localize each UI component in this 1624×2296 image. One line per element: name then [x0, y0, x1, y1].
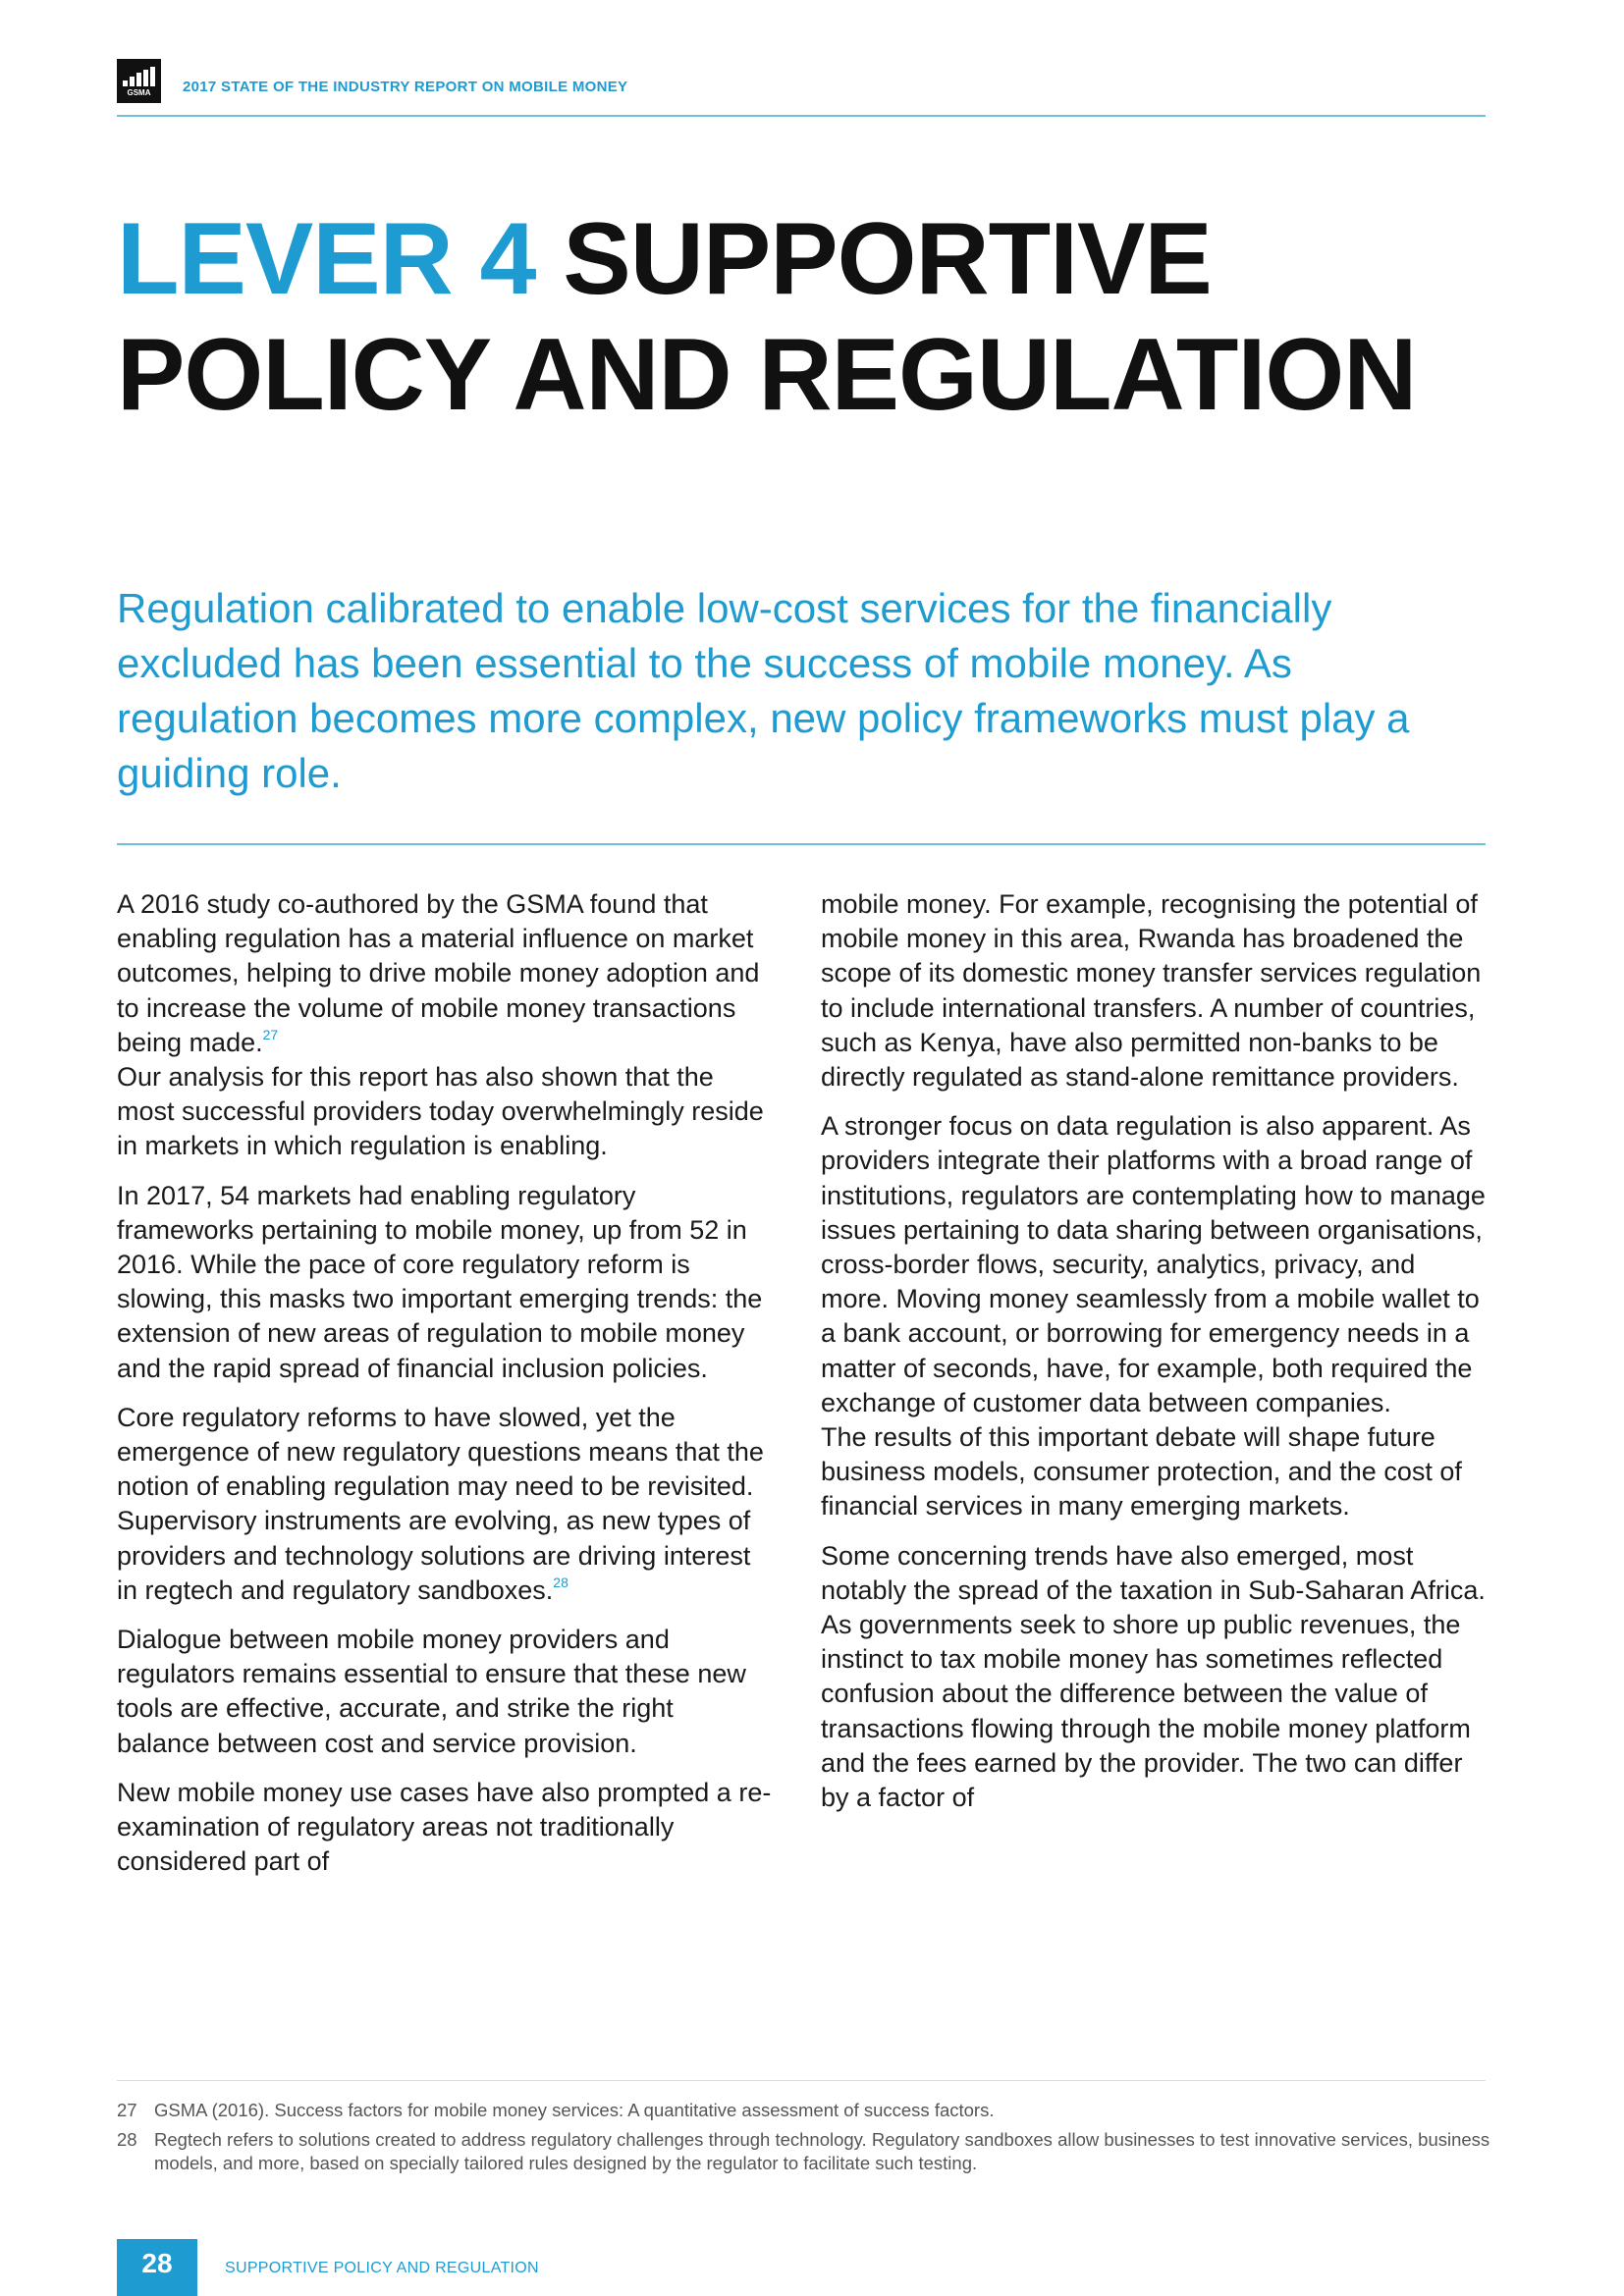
body-paragraph [821, 1109, 1489, 1523]
body-paragraph: New mobile money use cases have also prompted a re-examination of regulatory areas not traditionally considered part of [117, 1777, 772, 1877]
paragraph-text: Our analysis for this report has also shown that the most successful providers today overwhelmingly reside in markets in which regulation is enabling. [117, 1062, 764, 1161]
signal-bars-icon [123, 67, 155, 86]
body-paragraph [117, 1401, 773, 1608]
footnote-number: 27 [117, 2100, 137, 2120]
intro-paragraph: Regulation calibrated to enable low-cost services for the financially excluded has been essential to the success of mobile money. As regulation becomes more complex, new policy frameworks must play a guiding role. [117, 585, 1410, 796]
logo-text: GSMA [127, 88, 151, 97]
header-divider [117, 115, 1486, 117]
report-title: 2017 STATE OF THE INDUSTRY REPORT ON MOBILE MONEY [183, 79, 628, 95]
gsma-logo [117, 59, 161, 103]
body-column-left [117, 887, 773, 1894]
page-number: 28 [117, 2239, 197, 2296]
paragraph-text: Core regulatory reforms to have slowed, yet the emergence of new regulatory questions means that the notion of enabling regulation may need to be revisited. Supervisory instruments are evolving, as new types of providers and technology solutions are driving interest in regtech and regulatory sandboxes. [117, 1402, 764, 1605]
page-title [117, 201, 1511, 433]
footnote-number: 28 [117, 2129, 137, 2150]
paragraph-text: A 2016 study co-authored by the GSMA found that enabling regulation has a material influence on market outcomes, helping to drive mobile money adoption and to increase the volume of mobile money transactions being made. [117, 889, 760, 1057]
body-paragraph: In 2017, 54 markets had enabling regulatory frameworks pertaining to mobile money, up from 52 in 2016. While the pace of core regulatory reform is slowing, this masks two important emerging trends: the extension of new areas of regulation to mobile money and the rapid spread of financial inclusion policies. [117, 1180, 763, 1383]
footnote-text: GSMA (2016). Success factors for mobile money services: A quantitative assessment of success factors. [154, 2100, 995, 2120]
body-paragraph: mobile money. For example, recognising the potential of mobile money in this area, Rwanda has broadened the scope of its domestic money transfer services regulation to include international transfers. A number of countries, such as Kenya, have also permitted non-banks to be directly regulated as stand-alone remittance providers. [821, 889, 1482, 1093]
body-paragraph [117, 887, 773, 1164]
body-paragraph: Dialogue between mobile money providers and regulators remains essential to ensure that these new tools are effective, accurate, and strike the right balance between cost and service provision. [117, 1625, 746, 1758]
footnote-ref: 27 [262, 1026, 279, 1042]
footnote-ref: 28 [553, 1574, 568, 1590]
title-line1: SUPPORTIVE [563, 202, 1212, 316]
footer-section-label: SUPPORTIVE POLICY AND REGULATION [225, 2260, 539, 2276]
footnote-divider [117, 2080, 1486, 2081]
paragraph-text: The results of this important debate will shape future business models, consumer protection, and the cost of financial services in many emerging markets. [821, 1422, 1462, 1522]
body-paragraph: Some concerning trends have also emerged, most notably the spread of the taxation in Sub-Saharan Africa. As governments seek to shore up public revenues, the instinct to tax mobile money has sometimes reflected confusion about the difference between the value of transactions flowing through the mobile money platform and the fees earned by the provider. The two can differ by a factor of [821, 1540, 1486, 1813]
footnote [117, 2128, 1491, 2175]
intro-divider [117, 843, 1486, 845]
footnotes [117, 2099, 1491, 2181]
body-column-right [821, 887, 1489, 1830]
title-line2: POLICY AND REGULATION [117, 318, 1417, 432]
footnote [117, 2099, 1491, 2122]
footnote-text: Regtech refers to solutions created to address regulatory challenges through technology. Regulatory sandboxes allow businesses to test innovative services, business models, and more, based on specially tailored rules designed by the regulator to facilitate such testing. [154, 2129, 1490, 2173]
paragraph-text: A stronger focus on data regulation is also apparent. As providers integrate their platforms with a broad range of institutions, regulators are contemplating how to manage issues pertaining to data sharing between organisations, cross-border flows, security, analytics, privacy, and more. Moving money seamlessly from a mobile wallet to a bank account, or borrowing for emergency needs in a matter of seconds, have, for example, both required the exchange of customer data between companies. [821, 1111, 1486, 1417]
title-accent: LEVER 4 [117, 202, 536, 316]
